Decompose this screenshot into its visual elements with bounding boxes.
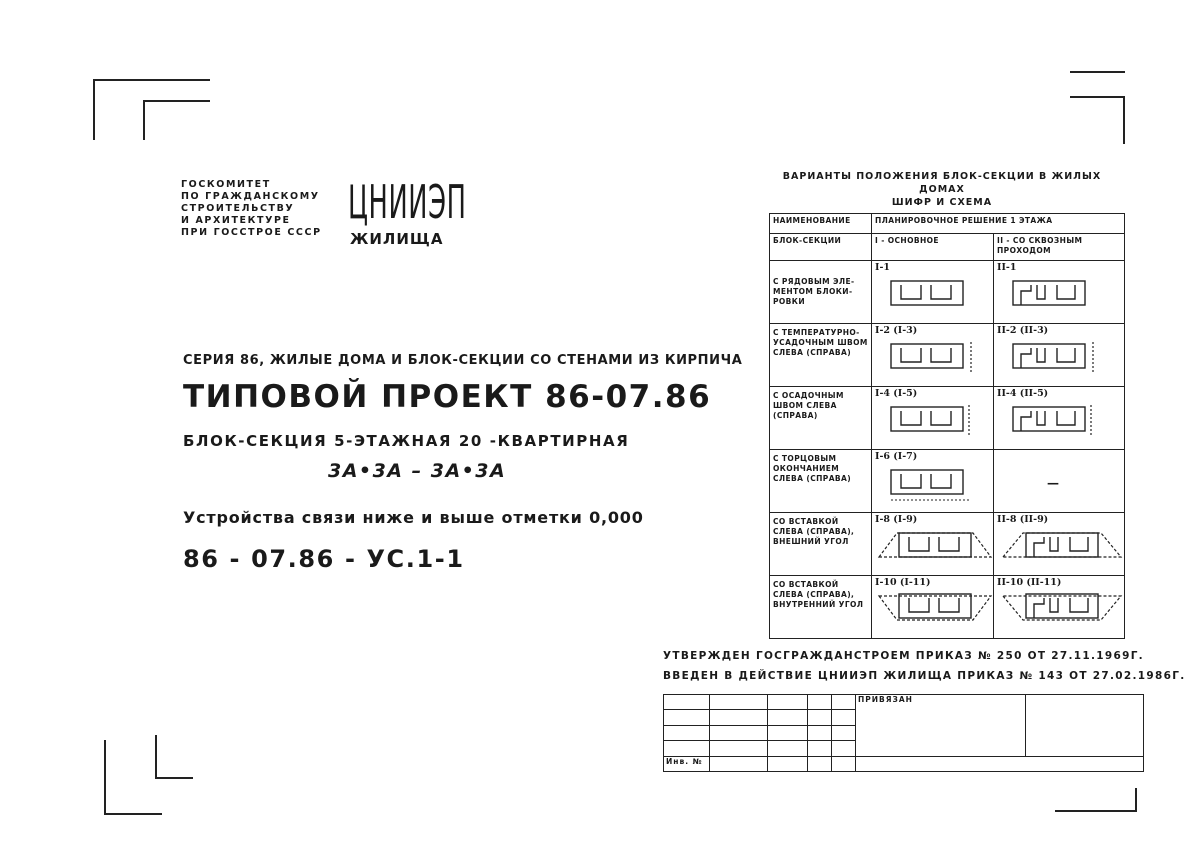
header-col-pass: II - СО СКВОЗНЫМ ПРОХОДОМ	[994, 234, 1125, 261]
project-title: ТИПОВОЙ ПРОЕКТ 86-07.86	[183, 379, 712, 415]
crop-mark	[143, 100, 210, 102]
variant-code: II-2 (II-3)	[997, 325, 1049, 336]
crop-mark	[143, 100, 145, 140]
plan-scheme-icon	[1011, 342, 1101, 372]
variant-cell	[994, 261, 1125, 324]
tied-label: ПРИВЯЗАН	[856, 695, 1026, 757]
crop-mark	[155, 777, 193, 779]
variant-cell	[994, 324, 1125, 387]
org-line: ПО ГРАЖДАНСКОМУ	[181, 191, 320, 202]
logo-subtitle: ЖИЛИЩА	[350, 230, 444, 248]
variant-cell	[994, 576, 1125, 639]
variant-code: I-10 (I-11)	[875, 577, 931, 588]
title-stamp	[663, 694, 1144, 772]
plan-scheme-icon	[877, 592, 995, 624]
variant-code: I-8 (I-9)	[875, 514, 918, 525]
header-name: НАИМЕНОВАНИЕ	[770, 214, 872, 234]
crop-mark	[1135, 788, 1137, 812]
row-name: С ТОРЦОВЫМ ОКОНЧАНИЕМ СЛЕВА (СПРАВА)	[770, 450, 872, 513]
header-col-basic: I - ОСНОВНОЕ	[872, 234, 994, 261]
empty-variant-dash: —	[1047, 476, 1060, 490]
variants-title-line: ШИФР И СХЕМА	[891, 197, 993, 208]
variant-cell	[994, 450, 1125, 513]
org-line: ПРИ ГОССТРОЕ СССР	[181, 227, 322, 238]
variant-code: I-2 (I-3)	[875, 325, 918, 336]
crop-mark	[1070, 71, 1125, 73]
approval-line: УТВЕРЖДЕН ГОСГРАЖДАНСТРОЕМ ПРИКАЗ № 250 ОТ 27.11.1969Г.	[663, 650, 1144, 662]
row-name: СО ВСТАВКОЙ СЛЕВА (СПРАВА), ВНУТРЕННИЙ УГОЛ	[770, 576, 872, 639]
logo-mark: ЦНИИЭП	[348, 175, 467, 229]
crop-mark	[93, 79, 95, 140]
plan-scheme-icon	[1011, 405, 1101, 435]
variant-cell	[872, 450, 994, 513]
plan-scheme-icon	[889, 468, 979, 502]
variants-title	[762, 170, 1122, 209]
variant-code: II-8 (II-9)	[997, 514, 1049, 525]
variant-code: I-4 (I-5)	[875, 388, 918, 399]
row-name: С ОСАДОЧНЫМ ШВОМ СЛЕВА (СПРАВА)	[770, 387, 872, 450]
org-line: СТРОИТЕЛЬСТВУ	[181, 203, 295, 214]
crop-mark	[104, 813, 162, 815]
plan-scheme-icon	[1011, 279, 1091, 309]
variant-code: I-1	[875, 262, 890, 273]
variant-cell	[994, 513, 1125, 576]
crop-mark	[1055, 810, 1135, 812]
variant-code: I-6 (I-7)	[875, 451, 918, 462]
crop-mark	[104, 740, 106, 815]
institute-logo	[348, 175, 539, 248]
variant-code: II-1	[997, 262, 1017, 273]
document-code: 86 - 07.86 - УС.1-1	[183, 545, 465, 573]
variant-cell	[872, 576, 994, 639]
variant-cell	[872, 513, 994, 576]
row-name: С РЯДОВЫМ ЭЛЕ-МЕНТОМ БЛОКИ-РОВКИ	[770, 261, 872, 324]
variants-table	[769, 213, 1125, 639]
org-line: ГОСКОМИТЕТ	[181, 179, 271, 190]
plan-scheme-icon	[877, 529, 995, 561]
approval-line: ВВЕДЕН В ДЕЙСТВИЕ ЦНИИЭП ЖИЛИЩА ПРИКАЗ № 143 ОТ 27.02.1986Г.	[663, 670, 1186, 682]
variants-title-line: ВАРИАНТЫ ПОЛОЖЕНИЯ БЛОК-СЕКЦИИ В ЖИЛЫХ ДОМАХ	[782, 171, 1102, 195]
crop-mark	[93, 79, 210, 81]
plan-scheme-icon	[1001, 592, 1125, 624]
series-line: СЕРИЯ 86, ЖИЛЫЕ ДОМА И БЛОК-СЕКЦИИ СО СТЕНАМИ ИЗ КИРПИЧА	[183, 353, 743, 368]
organization-block	[181, 179, 322, 239]
inventory-label: Инв. №	[664, 756, 710, 771]
block-section-line: БЛОК-СЕКЦИЯ 5-ЭТАЖНАЯ 20 -КВАРТИРНАЯ	[183, 432, 630, 450]
variant-code: II-10 (II-11)	[997, 577, 1062, 588]
plan-scheme-icon	[889, 342, 979, 372]
org-line: И АРХИТЕКТУРЕ	[181, 215, 291, 226]
row-name: С ТЕМПЕРАТУРНО-УСАДОЧНЫМ ШВОМ СЛЕВА (СПРАВА)	[770, 324, 872, 387]
plan-scheme-icon	[889, 405, 979, 435]
variant-code: II-4 (II-5)	[997, 388, 1049, 399]
variant-cell	[872, 324, 994, 387]
header-plan: ПЛАНИРОВОЧНОЕ РЕШЕНИЕ 1 ЭТАЖА	[872, 214, 1125, 234]
devices-line: Устройства связи ниже и выше отметки 0,000	[183, 508, 644, 527]
crop-mark	[1070, 96, 1125, 98]
apartment-types: 3А•3А – 3А•3А	[328, 460, 507, 482]
variant-cell	[872, 261, 994, 324]
variant-cell	[994, 387, 1125, 450]
row-name: СО ВСТАВКОЙ СЛЕВА (СПРАВА), ВНЕШНИЙ УГОЛ	[770, 513, 872, 576]
header-name: БЛОК-СЕКЦИИ	[770, 234, 872, 261]
plan-scheme-icon	[889, 279, 969, 309]
plan-scheme-icon	[1001, 529, 1125, 561]
crop-mark	[155, 735, 157, 779]
crop-mark	[1123, 96, 1125, 144]
variant-cell	[872, 387, 994, 450]
